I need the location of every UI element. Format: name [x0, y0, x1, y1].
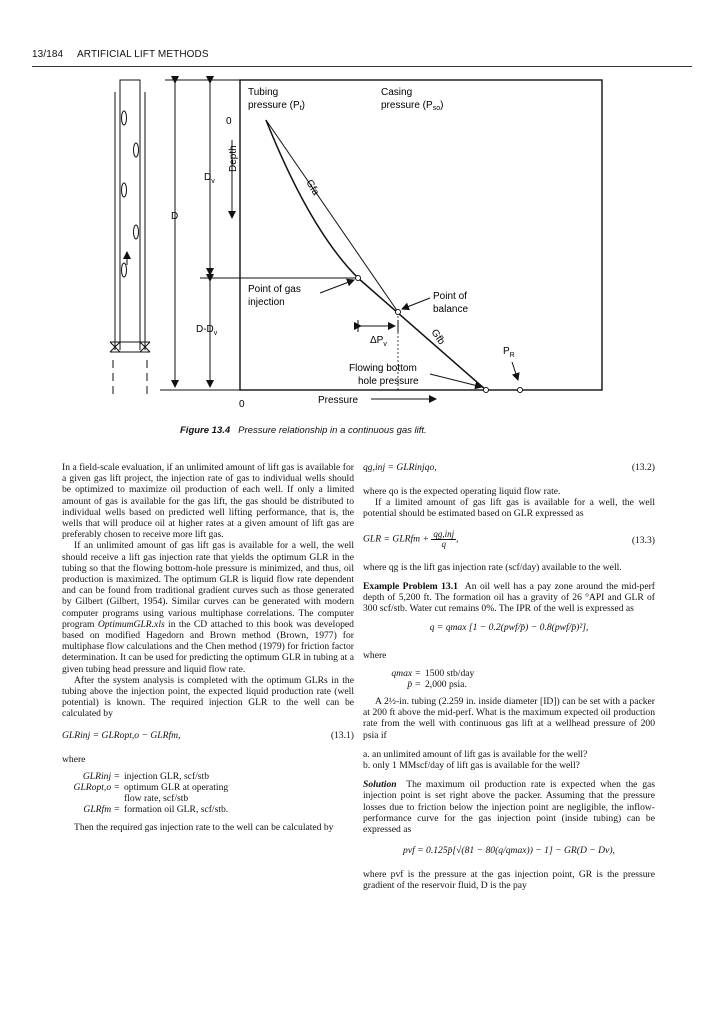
equation-13-2: qg,inj = GLRinjqo, (13.2) [363, 462, 655, 473]
definition-row: flow rate, scf/stb [124, 793, 189, 805]
pr-label: $P_R$ [503, 346, 515, 359]
well-schematic [110, 80, 150, 395]
page-reference: 13/184 [32, 49, 64, 60]
pressure-relationship-figure [0, 70, 725, 420]
solution-title: Solution [363, 779, 397, 791]
zero-pressure-tick: 0 [239, 399, 245, 410]
chapter-title: ARTIFICIAL LIFT METHODS [77, 49, 209, 60]
zero-depth-tick: 0 [226, 116, 232, 127]
header-rule [32, 66, 692, 67]
fraction: $\frac{\text{qg,inj}}{q}$ [433, 528, 455, 549]
figure-label: Figure 13.4 [180, 425, 231, 436]
definition-row: GLRinj = injection GLR, scf/stb [82, 770, 209, 782]
paragraph-lift-gas-rate: where qg is the lift gas injection rate (scf/day) available to the well. [363, 561, 622, 573]
definition-list [363, 668, 655, 690]
question-a: a. an unlimited amount of lift gas is available for the well? [363, 748, 588, 760]
point-of-gas-injection-label: Point of gas injection [248, 284, 301, 308]
paragraph-injection-rate: Then the required gas injection rate to the well can be calculated by [74, 821, 334, 833]
question-b: b. only 1 MMscf/day of lift gas is available for the well? [363, 760, 580, 772]
paragraph-example-problem: Example Problem 13.1 An oil well has a pay zone around the mid-perf depth of 5,200 ft. The formation oil has a gravity of 26 °API and GLR of 300 scf/stb. Water cut remains 0%. The IPR of the well is expressed as [363, 580, 656, 615]
pressure-axis-label: Pressure [318, 395, 359, 406]
flowing-bhp-point [484, 388, 489, 393]
gfa-curve [266, 120, 358, 278]
plot-frame [240, 80, 602, 390]
equation-number: (13.1) [330, 729, 354, 741]
where-label: where [363, 650, 387, 662]
d-minus-dv-label: $D-D_v$ [196, 324, 218, 337]
running-header [32, 49, 692, 60]
casing-pressure-label: Casing pressure $(P_{so})$ [381, 87, 444, 112]
paragraph-limited-gas: If a limited amount of gas lift gas is available for a well, the well potential should be estimated based on GLR expressed as [363, 497, 655, 520]
example-title: Example Problem 13.1 [363, 580, 458, 592]
gradient-curves [266, 120, 486, 390]
paragraph-tubing: A 2½-in. tubing (2.259 in. inside diameter [ID]) can be set with a packer at 200 ft above the mid-perf. What is the maximum expected oil production rate from the well with continuous gas lift at a wellhead pressure of 200 psia if [363, 696, 655, 741]
figure-caption [180, 425, 427, 436]
depth-axis-label: Depth [228, 145, 239, 172]
file-name: OptimumGLR.xls [97, 618, 165, 630]
paragraph-system-analysis: After the system analysis is completed with the optimum GLRs in the tubing above the injection point, the expected liquid production rate (well potential) is known. The required injection GLR to the well can be calculated by [62, 674, 354, 720]
dv-label: $D_v$ [204, 172, 215, 185]
definition-row: p̄ = 2,000 psia. [407, 678, 467, 690]
delta-pv-label: $\Delta P_v$ [370, 335, 387, 348]
right-column [363, 462, 655, 892]
paragraph-solution: Solution The maximum oil production rate is expected when the gas injection point is set right above the packer. Assuming that the pressure losses due to friction below the injection point are negligible, the inflow-performance curve for the gas injection point (inside tubing) can be expressed as [363, 779, 655, 836]
equation-13-3: GLR = GLRfm + $\frac{\text{qg,inj}}{q}$ , (13.3) [363, 528, 655, 549]
gfa-label: Gfa [303, 178, 321, 198]
depth-dimensions [160, 80, 360, 390]
reservoir-pressure-point [518, 388, 523, 393]
paragraph-unlimited-gas: If an unlimited amount of gas lift gas is available for a well, the well should receive a lift gas injection rate that yields the optimum GLR in the tubing so that the flowing bottom-hole pressure is minimized, and thus, oil production is maximized. The optimum GLR is liquid flow rate dependent and can be found from traditional gradient curves such as those generated by Gilbert (Gilbert, 1954). Similar curves can be generated with modern computer programs using various multiphase correlations. The computer program OptimumGLR.xls in the CD attached to this book was developed based on modified Hagedorn and Brown method (Brown, 1977) for multiphase flow calculations and the Chen method (1979) for friction factor determination. It can be used for predicting the optimum GLR in tubing at a given tubing head pressure and liquid flow rate. [62, 540, 354, 675]
point-of-balance-label: Point of balance [433, 291, 469, 315]
definition-list [62, 771, 354, 816]
question-list [363, 749, 655, 771]
paragraph-field-scale: In a field-scale evaluation, if an unlimited amount of lift gas is available for a given gas lift project, the injection rate of gas to individual wells should be optimized to maximize oil production of each well. If only a limited amount of gas is available for the gas lift, the gas should be distributed to individual wells based on predicted well lifting performance, that is, the wells that will produce oil at higher rates at a given amount of lift gas are preferably chosen to receive more lift gas. [62, 462, 354, 541]
equation-number: (13.2) [631, 462, 655, 473]
ipr-equation: q = qmax [1 − 0.2(pwf/p̄) − 0.8(pwf/p̄)²], [429, 622, 589, 634]
equation-number: (13.3) [631, 534, 655, 546]
figure-caption-text: Pressure relationship in a continuous gas lift. [238, 425, 427, 436]
gas-injection-point [356, 276, 361, 281]
tubing-pressure-label: Tubing pressure $(P_t)$ [248, 87, 305, 112]
gfb-label: Gfb [428, 327, 447, 347]
left-column [62, 462, 354, 833]
definition-row: GLRopt,o = optimum GLR at operating [73, 782, 229, 794]
definition-row: GLRfm = formation oil GLR, scf/stb. [83, 804, 229, 816]
definition-row: qmax = 1500 stb/day [391, 667, 475, 679]
paragraph-operating-rate: where qo is the expected operating liquid flow rate. [363, 486, 561, 497]
flowing-bottom-hole-label: Flowing bottom hole pressure [349, 363, 419, 387]
pvf-equation: pvf = 0.125p̄[√(81 − 80(q/qmax)) − 1] − GR(D − Dv), [403, 845, 615, 857]
equation-13-1: GLRinj = GLRopt,o − GLRfm, (13.1) [62, 729, 354, 741]
where-label: where [62, 753, 86, 765]
paragraph-pvf: where pvf is the pressure at the gas injection point, GR is the pressure gradient of the reservoir fluid, D is the pay [363, 869, 655, 892]
balance-point [396, 310, 401, 315]
d-label: D [171, 211, 179, 222]
